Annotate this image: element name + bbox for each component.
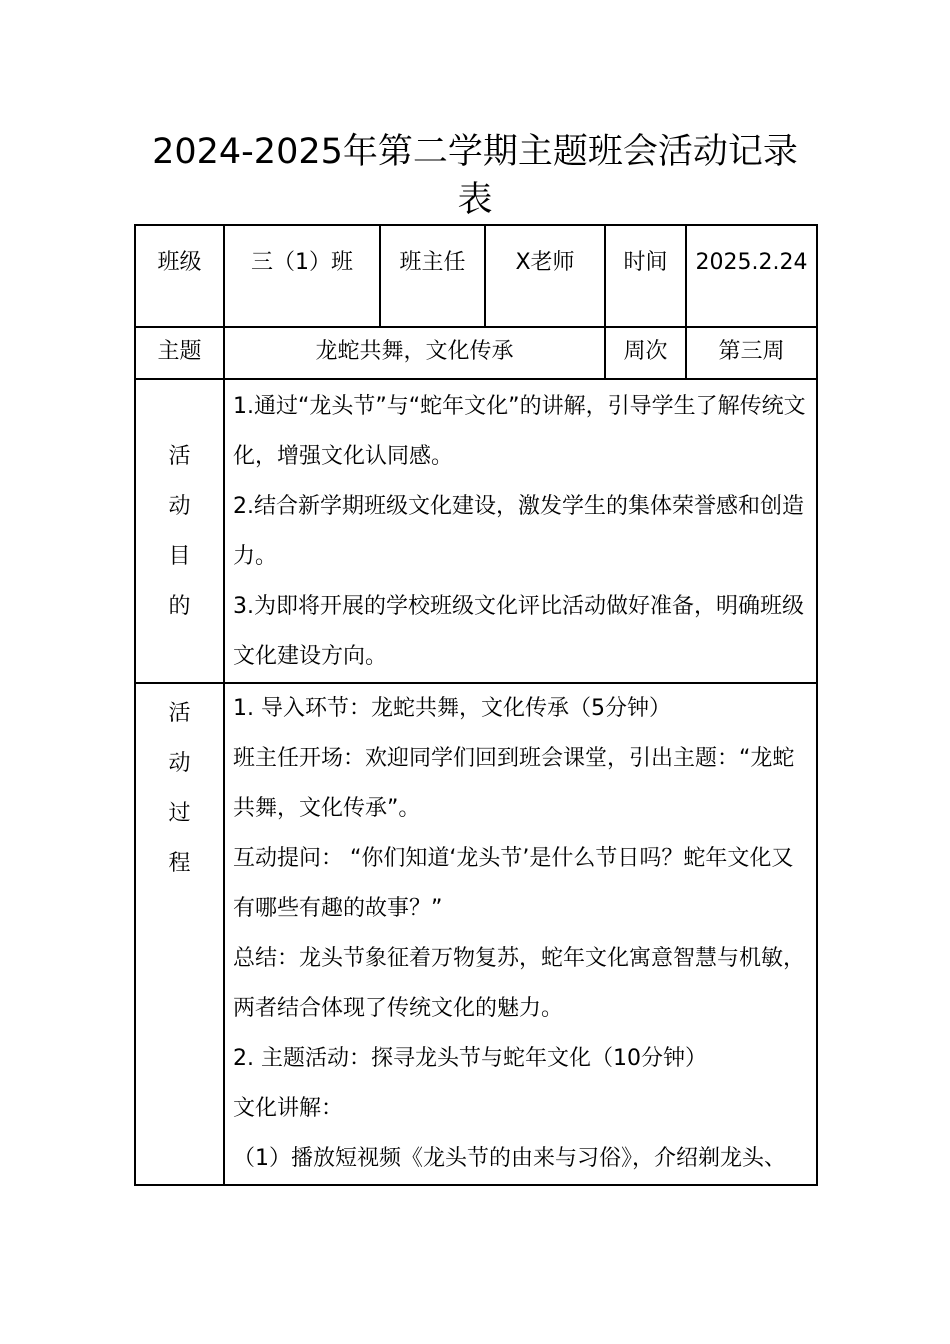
week-value: 第三周 [718,339,785,364]
process-label [136,684,223,889]
teacher-label: 班主任 [399,250,466,275]
class-value-cell [224,225,380,327]
record-table [134,224,818,1186]
info-row [135,225,817,327]
purpose-row [135,379,817,683]
page-title: 2024-2025年第二学期主题班会活动记录表 [152,132,798,220]
week-label: 周次 [623,339,668,364]
time-label: 时间 [623,250,668,275]
purpose-label-cell [135,379,224,683]
process-content-cell [224,683,817,1185]
purpose-paragraph: 2.结合新学期班级文化建设，激发学生的集体荣誉感和创造力。 [233,494,804,569]
purpose-paragraph: 1.通过“龙头节”与“蛇年文化”的讲解，引导学生了解传统文化，增强文化认同感。 [233,394,806,469]
teacher-value-cell [485,225,605,327]
theme-row [135,327,817,379]
purpose-content-cell [224,379,817,683]
purpose-label-char: 动 [168,494,191,519]
purpose-content [225,380,816,682]
theme-label-cell [135,327,224,379]
week-label-cell [605,327,686,379]
week-value-cell [686,327,817,379]
process-paragraph: 总结：龙头节象征着万物复苏，蛇年文化寓意智慧与机敏，两者结合体现了传统文化的魅力。 [233,946,806,1021]
time-value-cell [686,225,817,327]
purpose-label-char: 活 [168,444,191,469]
time-label-cell [605,225,686,327]
theme-value-cell [224,327,605,379]
process-paragraph: 2. 主题活动：探寻龙头节与蛇年文化（10分钟） [233,1046,707,1071]
process-row [135,683,817,1185]
process-label-cell [135,683,224,1185]
process-label-char: 程 [168,851,191,876]
class-label-cell [135,225,224,327]
purpose-label [136,380,223,632]
process-paragraph: 1. 导入环节：龙蛇共舞，文化传承（5分钟） [233,696,671,721]
process-content [225,684,816,1184]
time-value: 2025.2.24 [695,250,808,275]
teacher-value: X老师 [515,250,575,275]
purpose-label-char: 的 [168,594,191,619]
teacher-label-cell [380,225,485,327]
process-paragraph: （1）播放短视频《龙头节的由来与习俗》，介绍剃龙头、 [233,1146,786,1171]
process-paragraph: 班主任开场：欢迎同学们回到班会课堂，引出主题：“龙蛇共舞，文化传承”。 [233,746,795,821]
process-label-char: 活 [168,701,191,726]
process-label-char: 过 [168,801,191,826]
purpose-label-char: 目 [168,544,191,569]
purpose-paragraph: 3.为即将开展的学校班级文化评比活动做好准备，明确班级文化建设方向。 [233,594,804,669]
class-label: 班级 [157,250,202,275]
theme-value: 龙蛇共舞，文化传承 [315,339,514,364]
theme-label: 主题 [157,339,202,364]
process-label-char: 动 [168,751,191,776]
class-value: 三（1）班 [251,250,353,275]
process-paragraph: 文化讲解： [233,1096,344,1121]
process-paragraph: 互动提问： “你们知道‘龙头节’是什么节日吗？蛇年文化又有哪些有趣的故事？” [233,846,794,921]
